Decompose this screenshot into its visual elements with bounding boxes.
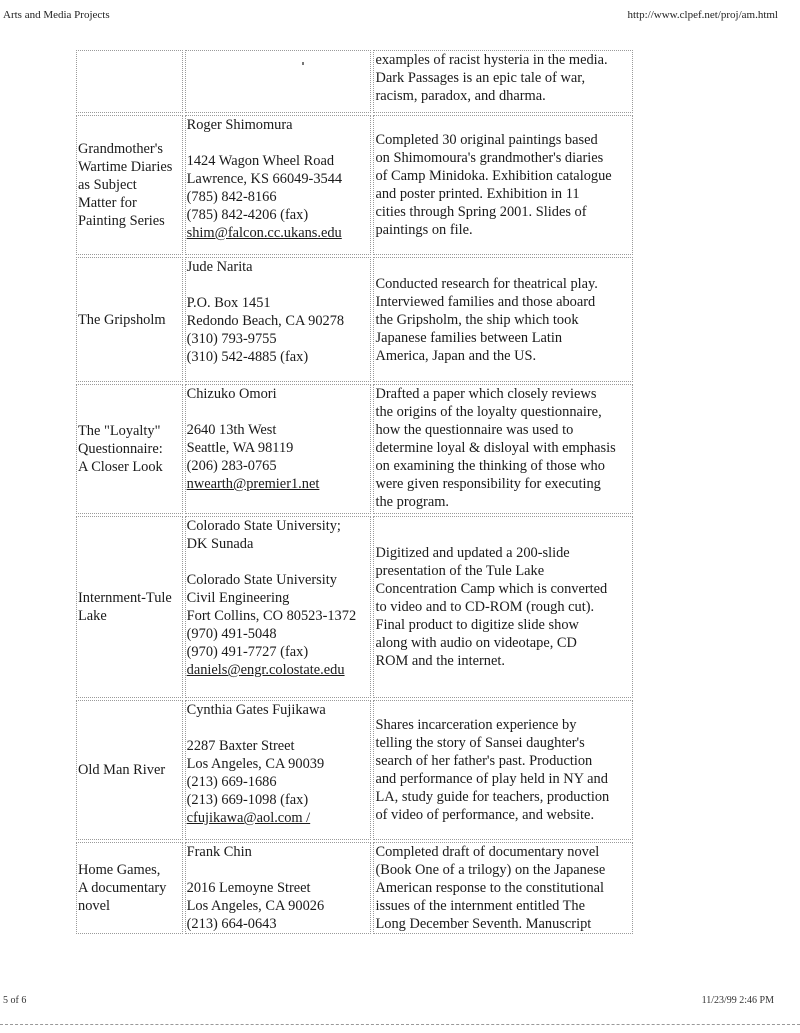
project-cell xyxy=(76,257,183,382)
contact-name: DK Sunada xyxy=(186,536,254,552)
page-number: 5 of 6 xyxy=(3,995,27,1006)
project-row xyxy=(76,257,633,382)
line-spacer xyxy=(187,719,370,737)
contact-cell xyxy=(185,50,372,113)
description-line: examples of racist hysteria in the media. xyxy=(375,52,608,68)
project-title-line: Wartime Diaries xyxy=(78,159,173,175)
project-title-line: Grandmother's xyxy=(78,141,163,157)
description-line: Conducted research for theatrical play. xyxy=(375,275,598,292)
contact-cell xyxy=(185,700,372,840)
description-line: and poster printed. Exhibition in 11 xyxy=(375,186,580,202)
project-title-line: The "Loyalty" xyxy=(78,423,161,439)
description-cell xyxy=(373,842,633,934)
description-line: America, Japan and the US. xyxy=(375,347,537,364)
description-line: and performance of play held in NY and xyxy=(375,771,608,787)
contact-email-link[interactable]: nwearth@premier1.net xyxy=(186,476,320,492)
project-cell xyxy=(76,115,183,255)
description-line: were given responsibility for executing xyxy=(375,476,601,492)
contact-detail: 1424 Wagon Wheel Road xyxy=(186,153,335,169)
project-title-line: as Subject xyxy=(78,177,137,193)
project-cell xyxy=(76,50,183,113)
contact-name: Roger Shimomura xyxy=(186,117,293,133)
project-title-line: Questionnaire: xyxy=(78,441,163,457)
description-line: the Gripsholm, the ship which took xyxy=(375,311,579,328)
project-title-line: Matter for xyxy=(78,195,137,211)
page-header-title: Arts and Media Projects xyxy=(3,9,110,21)
description-line: determine loyal & disloyal with emphasis xyxy=(375,440,616,456)
contact-detail: Los Angeles, CA 90039 xyxy=(186,756,325,772)
description-line: search of her father's past. Production xyxy=(375,753,593,769)
description-line: cities through Spring 2001. Slides of xyxy=(375,204,587,220)
description-cell xyxy=(373,384,633,514)
contact-detail: (310) 793-9755 xyxy=(186,331,277,347)
contact-detail: P.O. Box 1451 xyxy=(186,295,271,311)
description-line: Interviewed families and those aboard xyxy=(375,293,596,310)
description-line: Final product to digitize slide show xyxy=(375,617,579,633)
description-line: Shares incarceration experience by xyxy=(375,717,577,733)
project-title-line: The Gripsholm xyxy=(78,311,166,328)
projects-table-body xyxy=(76,50,633,934)
contact-cell xyxy=(185,115,372,255)
project-title-line: Old Man River xyxy=(78,762,166,778)
description-cell xyxy=(373,115,633,255)
description-line: paintings on file. xyxy=(375,222,473,238)
description-line: racism, paradox, and dharma. xyxy=(375,88,546,104)
description-line: telling the story of Sansei daughter's xyxy=(375,735,585,751)
project-cell xyxy=(76,700,183,840)
contact-detail: (310) 542-4885 (fax) xyxy=(186,349,309,365)
project-title-line: Lake xyxy=(78,608,107,624)
contact-detail: Colorado State University xyxy=(186,572,337,588)
contact-cell xyxy=(185,257,372,382)
project-row xyxy=(76,842,633,934)
description-line: on examining the thinking of those who xyxy=(375,458,605,474)
description-line: along with audio on videotape, CD xyxy=(375,635,577,651)
contact-cell xyxy=(185,384,372,514)
description-line: on Shimomoura's grandmother's diaries xyxy=(375,150,604,166)
description-line: to video and to CD-ROM (rough cut). xyxy=(375,599,595,615)
project-row xyxy=(76,115,633,255)
description-line: Completed 30 original paintings based xyxy=(375,132,598,148)
project-row xyxy=(76,50,633,113)
project-row xyxy=(76,516,633,698)
contact-detail: Redondo Beach, CA 90278 xyxy=(186,313,345,329)
line-spacer xyxy=(187,553,370,571)
contact-detail: (206) 283-0765 xyxy=(186,458,277,474)
project-cell xyxy=(76,842,183,934)
contact-detail: Los Angeles, CA 90026 xyxy=(186,898,325,914)
contact-detail: (213) 664-0643 xyxy=(186,916,277,932)
contact-detail: 2287 Baxter Street xyxy=(186,738,295,754)
line-spacer xyxy=(187,276,370,294)
contact-name: Colorado State University; xyxy=(186,518,341,534)
description-line: Drafted a paper which closely reviews xyxy=(375,386,597,402)
description-cell xyxy=(373,50,633,113)
project-row xyxy=(76,384,633,514)
contact-detail: (970) 491-5048 xyxy=(186,626,277,642)
description-line: presentation of the Tule Lake xyxy=(375,563,545,579)
contact-cell xyxy=(185,516,372,698)
line-spacer xyxy=(187,134,370,152)
description-line: Concentration Camp which is converted xyxy=(375,581,608,597)
project-title-line: A Closer Look xyxy=(78,459,163,475)
description-cell xyxy=(373,700,633,840)
page-header-url: http://www.clpef.net/proj/am.html xyxy=(627,9,778,21)
contact-detail: Civil Engineering xyxy=(186,590,290,606)
project-title-line: novel xyxy=(78,898,110,914)
description-line: Digitized and updated a 200-slide xyxy=(375,545,570,561)
contact-detail: 2640 13th West xyxy=(186,422,277,438)
contact-detail: (213) 669-1686 xyxy=(186,774,277,790)
description-cell xyxy=(373,516,633,698)
projects-table xyxy=(74,48,635,936)
description-line: the program. xyxy=(375,494,449,510)
description-line: Japanese families between Latin xyxy=(375,329,563,346)
project-title-line: Painting Series xyxy=(78,213,165,229)
line-spacer xyxy=(187,861,370,879)
description-line: Long December Seventh. Manuscript xyxy=(375,916,592,932)
print-datetime: 11/23/99 2:46 PM xyxy=(701,995,774,1006)
contact-detail: (213) 669-1098 (fax) xyxy=(186,792,309,808)
contact-name: Chizuko Omori xyxy=(186,386,277,402)
description-line: American response to the constitutional xyxy=(375,880,605,896)
project-title-line: Home Games, xyxy=(78,862,161,878)
description-line: of Camp Minidoka. Exhibition catalogue xyxy=(375,168,612,184)
contact-detail: (970) 491-7727 (fax) xyxy=(186,644,309,660)
contact-name: Cynthia Gates Fujikawa xyxy=(186,702,326,718)
description-line: (Book One of a trilogy) on the Japanese xyxy=(375,862,606,878)
description-line: ROM and the internet. xyxy=(375,653,505,669)
project-cell xyxy=(76,384,183,514)
project-cell xyxy=(76,516,183,698)
description-line: how the questionnaire was used to xyxy=(375,422,574,438)
contact-detail: Fort Collins, CO 80523-1372 xyxy=(186,608,357,624)
contact-name: Jude Narita xyxy=(186,259,253,275)
bottom-rule xyxy=(0,1024,800,1025)
contact-detail: Seattle, WA 98119 xyxy=(186,440,294,456)
description-line: of video of performance, and website. xyxy=(375,807,595,823)
contact-email-link[interactable]: daniels@engr.colostate.edu xyxy=(186,662,345,678)
project-title-line: Internment-Tule xyxy=(78,590,172,606)
description-line: Completed draft of documentary novel xyxy=(375,844,600,860)
description-line: Dark Passages is an epic tale of war, xyxy=(375,70,586,86)
description-line: LA, study guide for teachers, production xyxy=(375,789,610,805)
contact-email-link[interactable]: cfujikawa@aol.com / xyxy=(186,810,311,826)
contact-name: Frank Chin xyxy=(186,844,252,860)
contact-detail: Lawrence, KS 66049-3544 xyxy=(186,171,343,187)
description-line: the origins of the loyalty questionnaire, xyxy=(375,404,602,420)
project-row xyxy=(76,700,633,840)
line-spacer xyxy=(187,403,370,421)
contact-cell xyxy=(185,842,372,934)
project-title-line: A documentary xyxy=(78,880,167,896)
contact-email-link[interactable]: shim@falcon.cc.ukans.edu xyxy=(186,225,342,241)
contact-detail: (785) 842-8166 xyxy=(186,189,277,205)
description-line: issues of the internment entitled The xyxy=(375,898,586,914)
description-cell xyxy=(373,257,633,382)
contact-detail: (785) 842-4206 (fax) xyxy=(186,207,309,223)
contact-detail: 2016 Lemoyne Street xyxy=(186,880,311,896)
